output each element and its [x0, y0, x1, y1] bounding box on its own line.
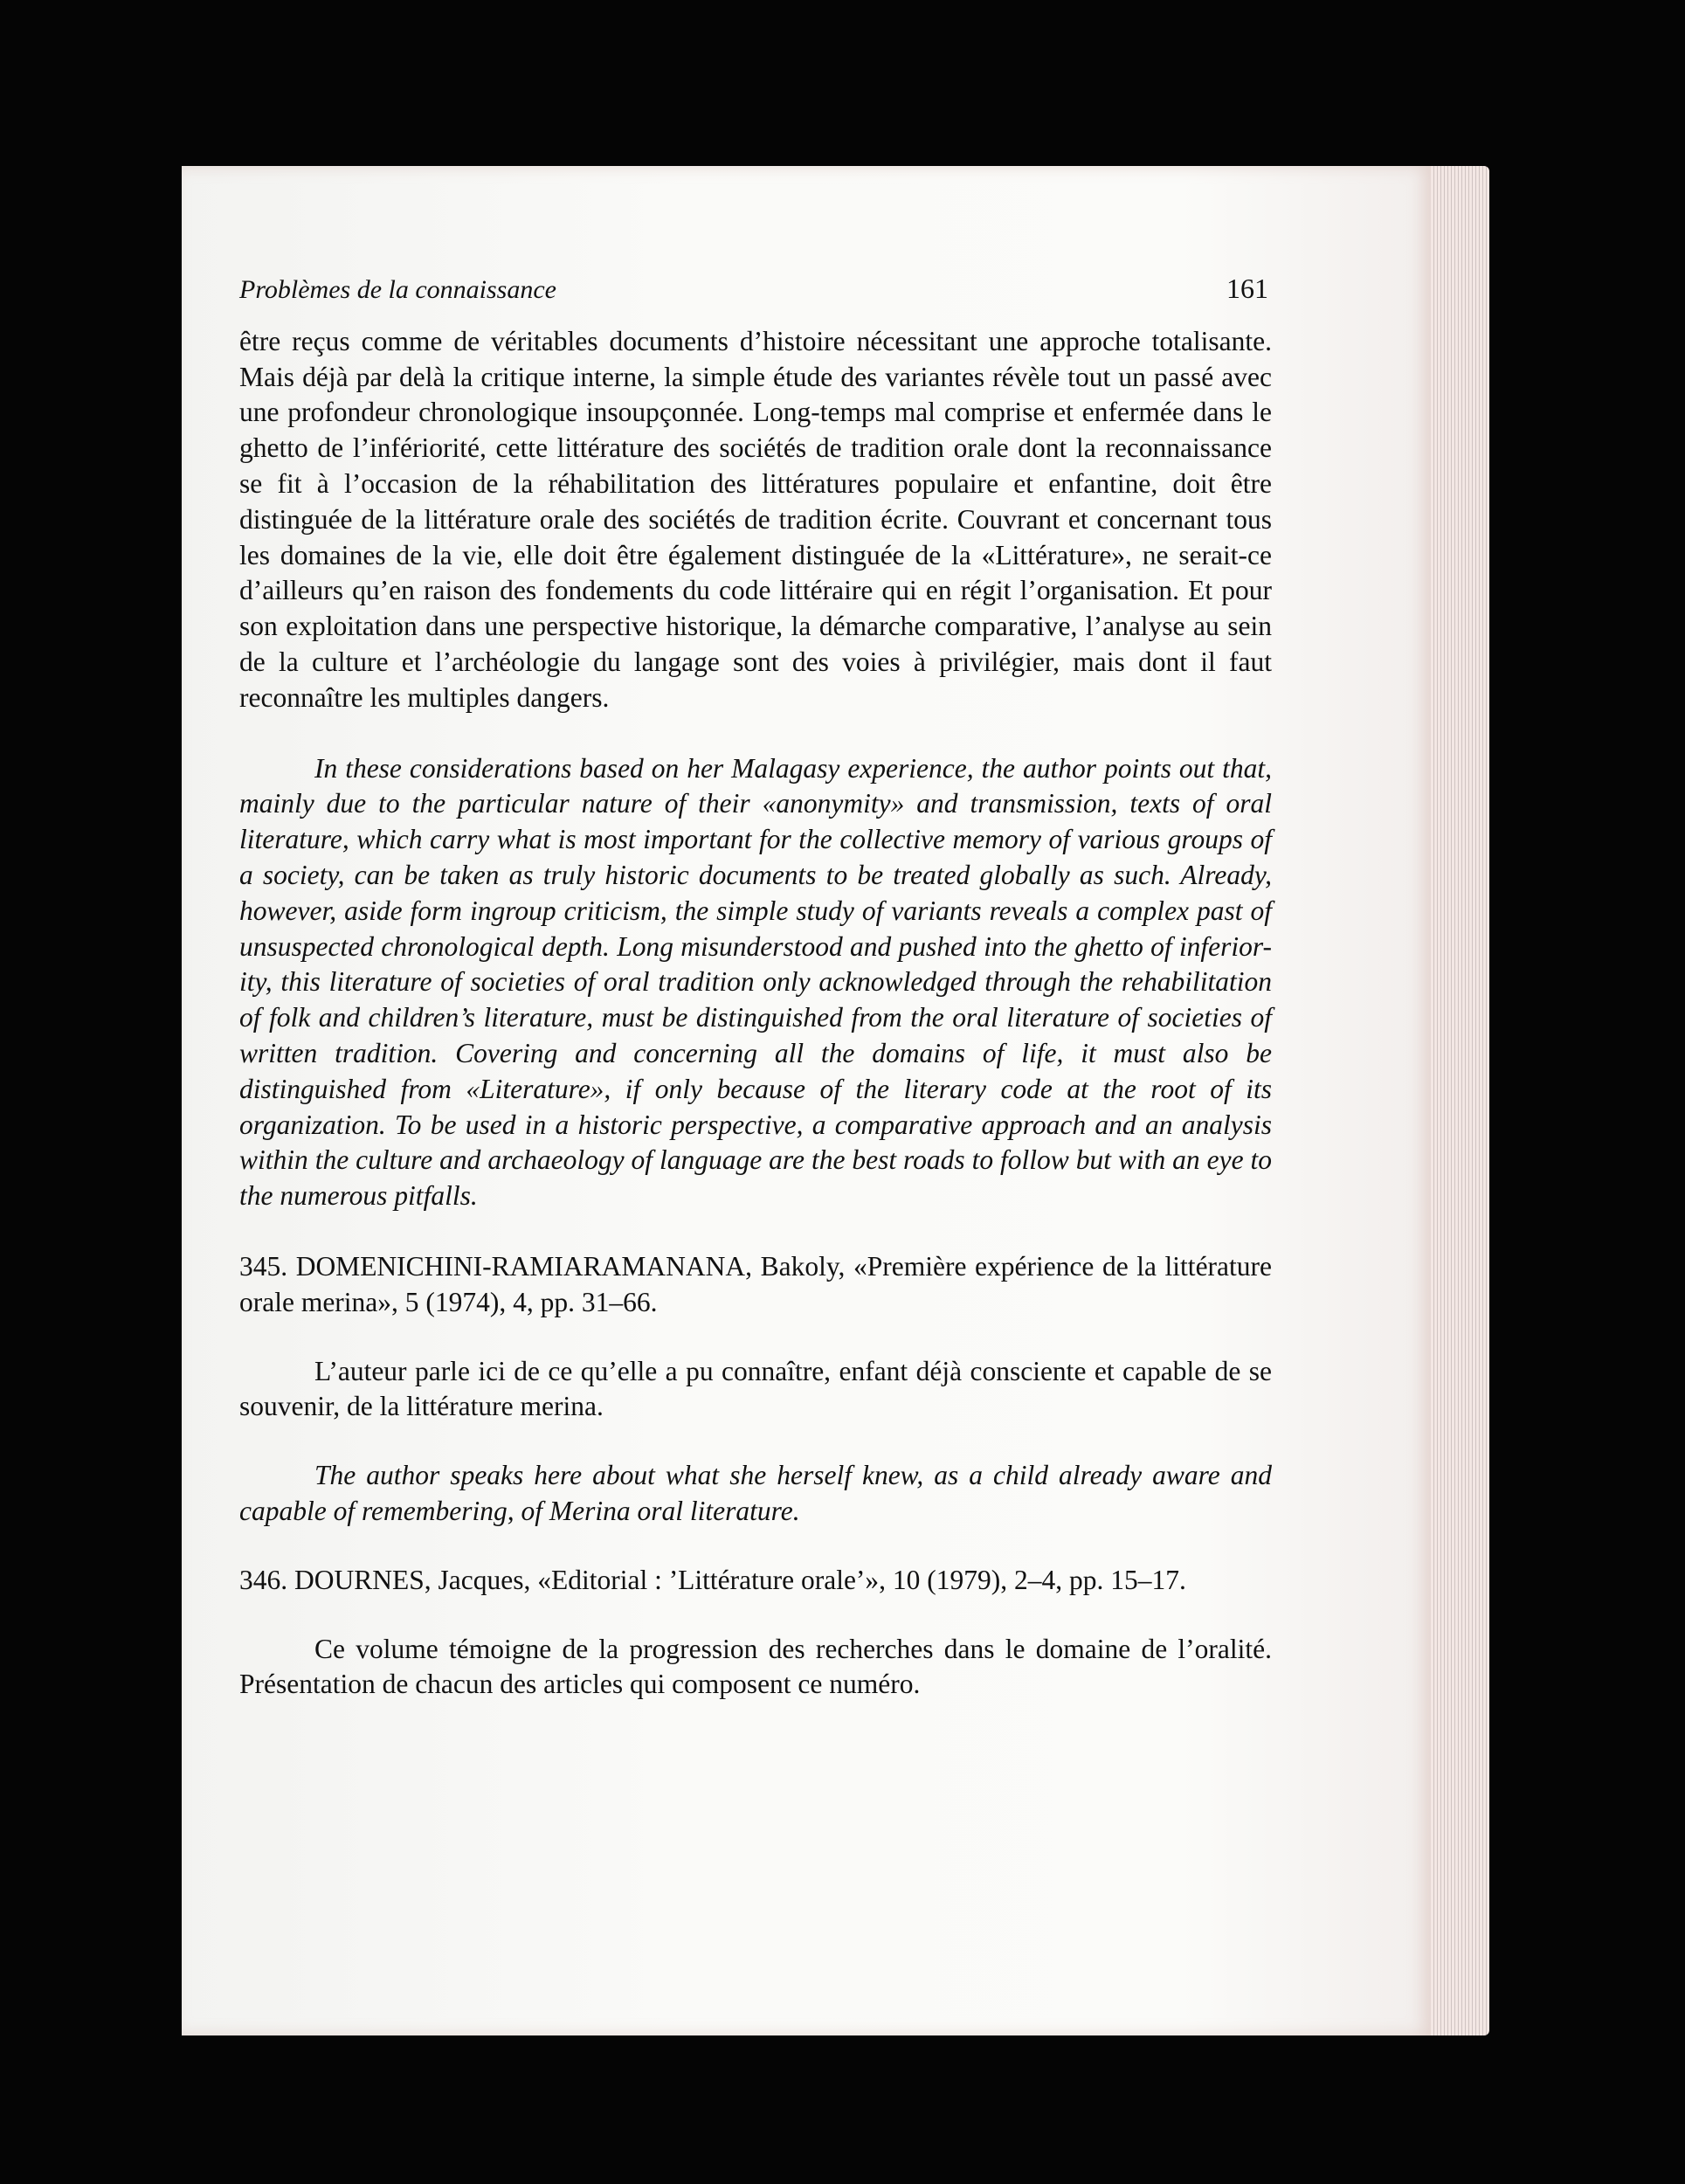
entry-345-summary-french: L’auteur parle ici de ce qu’elle a pu connaître, enfant déjà consciente et capable de se souvenir, de la littérature merina.: [239, 1355, 1272, 1422]
running-title: Problèmes de la connaissance: [239, 275, 556, 304]
entry-346-summary-french: Ce volume témoigne de la progression des recherches dans le domaine de l’oralité. Présentation de chacun des articles qui composent ce numéro.: [239, 1633, 1272, 1700]
paragraph-continued-french: être reçus comme de véritables documents d’histoire nécessitant une approche totalisante. Mais déjà par delà la critique interne, la simple étude des variantes révèle tout un passé avec une profondeur chronologique insoupçonnée. Long-temps mal comprise et enfermée dans le ghetto de l’infériorité, cette littérature des sociétés de tradition orale dont la reconnaissance se fit à l’occasion de la réhabilitation des littératures populaire et enfantine, doit être distinguée de la littérature orale des sociétés de tradition écrite. Couvrant et concernant tous les domaines de la vie, elle doit être également distinguée de la «Littérature», ne serait-ce d’ailleurs qu’en raison des fondements du code littéraire qui en régit l’organisation. Et pour son exploitation dans une perspective historique, la démarche comparative, l’analyse au sein de la culture et l’archéologie du langage sont des voies à privilégier, mais dont il faut reconnaître les multiples dangers.: [239, 325, 1272, 713]
running-head: [239, 271, 1272, 308]
paragraph-english-summary: In these considerations based on her Malagasy experience, the author points out that, mainly due to the particular nature of their «anonymity» and transmission, texts of oral literature, which carry what is most important for the collective memory of various groups of a society, can be taken as truly historic documents to be treated globally as such. Already, however, aside form ingroup criticism, the simple study of variants reveals a complex past of unsuspected chronological depth. Long misunderstood and pushed into the ghetto of inferior-ity, this literature of societies of oral tradition only acknowledged through the rehabilitation of folk and children’s literature, must be distinguished from the oral literature of societies of written tradition. Covering and concerning all the domains of life, it must also be distinguished from «Literature», if only because of the literary code at the root of its organization. To be used in a historic perspective, a comparative approach and an analysis within the culture and archaeology of language are the best roads to follow but with an eye to the numerous pitfalls.: [239, 752, 1272, 1212]
entry-346-citation: 346. DOURNES, Jacques, «Editorial : ’Littérature orale’», 10 (1979), 2–4, pp. 15–17.: [239, 1564, 1186, 1595]
book-page: [182, 166, 1431, 2035]
entry-345-citation: 345. DOMENICHINI-RAMIARAMANANA, Bakoly, «Première expérience de la littérature orale merina», 5 (1974), 4, pp. 31–66.: [239, 1250, 1272, 1317]
entry-345-summary-english: The author speaks here about what she herself knew, as a child already aware and capable of remembering, of Merina oral literature.: [239, 1460, 1272, 1526]
page-number: 161: [1226, 273, 1268, 304]
page-content: [239, 271, 1272, 1703]
